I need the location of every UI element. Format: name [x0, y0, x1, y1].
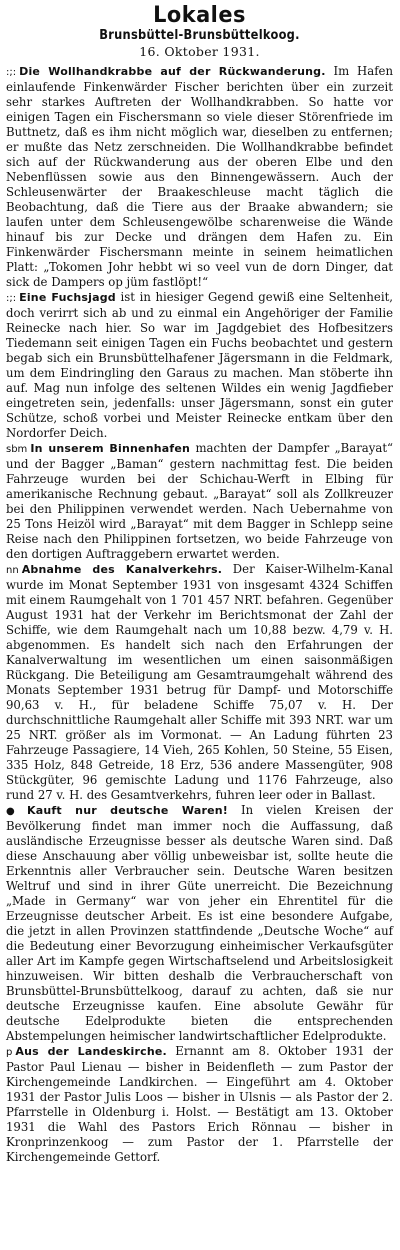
article-marker: ●: [6, 806, 25, 817]
article-headline: Aus der Landeskirche.: [15, 1045, 167, 1058]
article-headline: In unserem Binnenhafen: [30, 442, 191, 455]
article-body: ist in hiesiger Gegend gewiß eine Seltenheit, doch verirrt sich ab und zu einmal ein Angehöriger der Familie Reinecke nach hier. So war im Jagdgebiet des Hofbesitzers Tiedemann seit einigen Tagen ein Fuchs beobachtet und gestern begab sich ein Brunsbüttelhafener Jägersmann in die Feldmark, um dem Eindringling den Garaus zu machen. Man stöberte ihn auf. Mag nun infolge des seltenen Wildes ein wenig Jagdfieber eingetreten sein, jedenfalls: unser Jägersmann, sonst ein guter Schütze, schoß vorbei und Meister Reinecke entkam über den Nordorfer Deich.: [6, 290, 394, 440]
article-headline: Abnahme des Kanalverkehrs.: [21, 563, 223, 576]
article-fuchsjagd: [6, 290, 393, 441]
article-headline: Kauft nur deutsche Waren!: [27, 804, 228, 817]
article-marker: :;:: [6, 67, 17, 78]
article-wollhandkrabbe: [6, 64, 393, 290]
article-body: Im Hafen einlaufende Finkenwärder Fischer berichten über ein zurzeit sehr starkes Auftreten der Wollhandkrabben. So hatte vor einigen Tagen ein Fischersmann so viele dieser Störenfriede im Buttnetz, daß es ihm nicht möglich war, dieselben zu entfernen; er mußte das Netz zerschneiden. Die Wollhandkrabbe befindet sich auf der Rückwanderung aus der oberen Elbe und den Nebenflüssen sowie aus den Binnengewässern. Auch der Schleusenwärter der Braakeschleuse macht täglich die Beobachtung, daß die Tiere aus der Braake abwandern; sie laufen unter dem Schleusengewölbe scharenweise die Wände hinauf bis zur Decke und drängen dem Hafen zu. Ein Finkenwärder Fischersmann meinte in seinem heimatlichen Platt: „Tokomen Johr hebbt wi so veel vun de dorn Dinger, dat sick de Dampers op jüm fastlöpt!“: [6, 64, 393, 289]
article-headline: Eine Fuchsjagd: [19, 291, 116, 304]
article-body: In vielen Kreisen der Bevölkerung findet man immer noch die Auffassung, daß ausländische Erzeugnisse besser als deutsche Waren sind. Daß diese Anschauung aber völlig unbeweisbar ist, sollte heute die Erkenntnis aller Verbraucher sein. Deutsche Waren besitzen Weltruf und sind in ihrer Güte unerreicht. Die Bezeichnung „Made in Germany“ war von jeher ein Ehrentitel für die Erzeugnisse deutscher Arbeit. Es ist eine besondere Aufgabe, die jetzt in allen Provinzen stattfindende „Deutsche Woche“ auf die Bedeutung einer Bevorzugung einheimischer Verkaufsgüter aller Art im Kampfe gegen Wirtschaftselend und Arbeitslosigkeit hinzuweisen. Wir bitten deshalb die Verbraucherschaft von Brunsbüttel-Brunsbüttelkoog, darauf zu achten, daß sie nur deutsche Erzeugnisse kaufen. Eine absolute Gewähr für deutsche Edelprodukte bieten die entsprechenden Abstempelungen heimischer landwirtschaftlicher Edelprodukte.: [6, 803, 394, 1043]
article-landeskirche: [6, 1044, 393, 1165]
article-binnenhafen: [6, 441, 393, 562]
article-deutsche-waren: [6, 803, 393, 1044]
section-subtitle: Brunsbüttel-Brunsbüttelkoog.: [99, 28, 300, 43]
article-marker: nn: [6, 565, 19, 576]
article-body: Der Kaiser-Wilhelm-Kanal wurde im Monat September 1931 von insgesamt 4324 Schiffen mit einem Raumgehalt von 1 701 457 NRT. befahren. Gegenüber August 1931 hat der Verkehr im Berichtsmonat der Zahl der Schiffe, wie dem Raumgehalt nach um 10,88 bezw. 4,79 v. H. abgenommen. Es handelt sich nach den Erfahrungen der Kanalverwaltung im wesentlichen um einen saisonmäßigen Rückgang. Die Beteiligung am Gesamtraumgehalt während des Monats September 1931 betrug für Dampf- und Motorschiffe 90,63 v. H., für beladene Schiffe 75,07 v. H. Der durchschnittliche Raumgehalt aller Schiffe mit 393 NRT. war um 25 NRT. größer als im Vormonat. — An Ladung führten 23 Fahrzeuge Passagiere, 14 Vieh, 265 Kohlen, 50 Steine, 55 Eisen, 335 Holz, 848 Getreide, 18 Erz, 536 andere Massengüter, 908 Stückgüter, 96 gemischte Ladung und 1176 Fahrzeuge, also rund 27 v. H. des Gesamtverkehrs, fuhren leer oder in Ballast.: [6, 562, 393, 802]
article-marker: p: [6, 1047, 13, 1058]
dateline: 16. Oktober 1931.: [139, 44, 260, 59]
section-title: Lokales: [153, 3, 246, 28]
section-header: [6, 4, 393, 59]
article-kanalverkehr: [6, 562, 393, 803]
article-headline: Die Wollhandkrabbe auf der Rückwanderung.: [19, 65, 326, 78]
article-marker: :;:: [6, 293, 17, 304]
article-marker: sbm: [6, 444, 28, 455]
article-body: machten der Dampfer „Barayat“ und der Bagger „Baman“ gestern nachmittag fest. Die beiden Fahrzeuge wurden bei der Schichau-Werft in Elbing für amerikanische Rechnung gebaut. „Barayat“ soll als Zollkreuzer bei den Philippinen verwendet werden. Nach Uebernahme von 25 Tons Heizöl wird „Barayat“ mit dem Bagger in Schlepp seine Reise nach den Philippinen fortsetzen, wo beide Fahrzeuge von den dortigen Auftraggebern erwartet werden.: [6, 441, 393, 561]
article-body: Ernannt am 8. Oktober 1931 der Pastor Paul Lienau — bisher in Beidenfleth — zum Pastor der Kirchengemeinde Landkirchen. — Eingeführt am 4. Oktober 1931 der Pastor Julis Loos — bisher in Ulsnis — als Pastor der 2. Pfarrstelle in Oldenburg i. Holst. — Bestätigt am 13. Oktober 1931 die Wahl des Pastors Erich Rönnau — bisher in Kronprinzenkoog — zum Pastor der 1. Pfarrstelle der Kirchengemeinde Gettorf.: [6, 1044, 393, 1164]
